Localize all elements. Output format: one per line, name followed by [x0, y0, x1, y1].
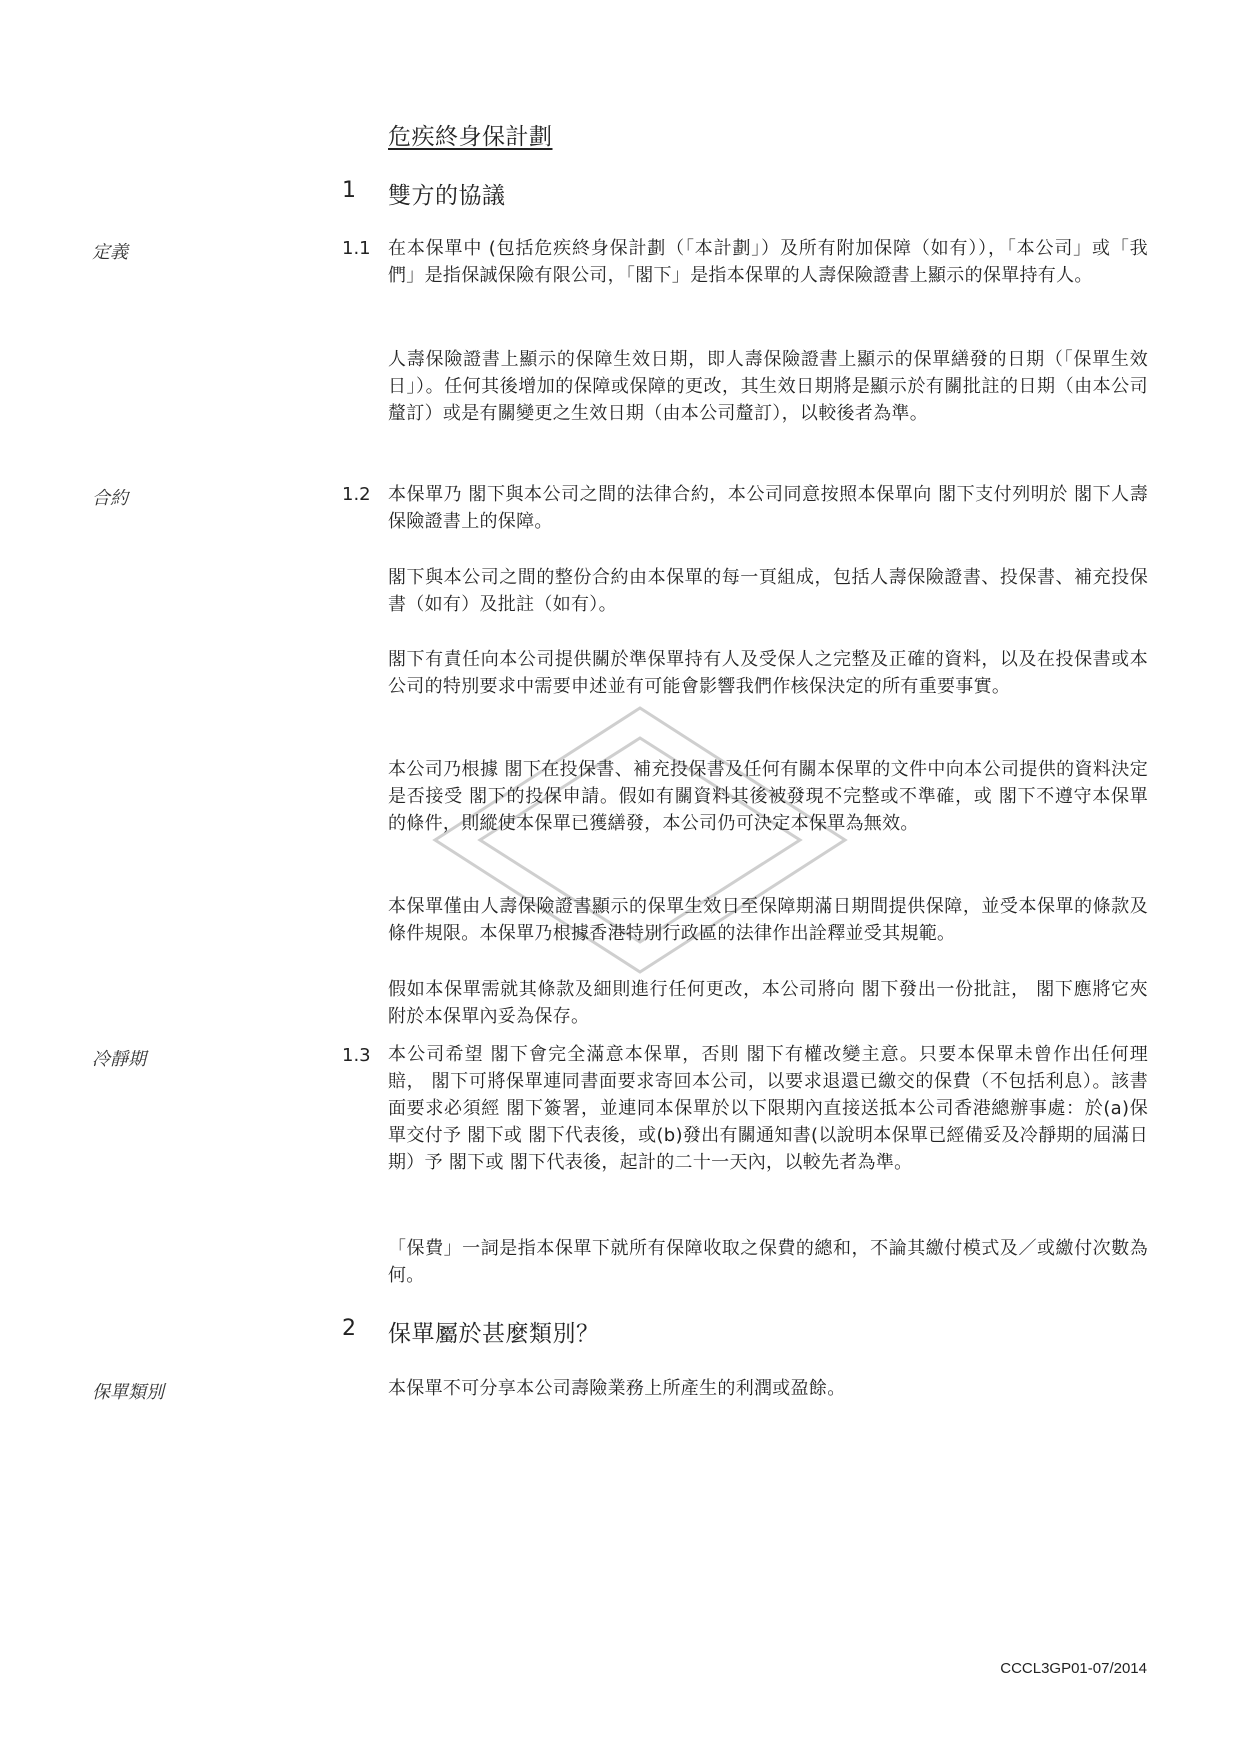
section-2-para-1: 本保單不可分享本公司壽險業務上所產生的利潤或盈餘。: [388, 1378, 846, 1399]
clause-1-1-para-1: 在本保單中 (包括危疾終身保計劃（「本計劃」）及所有附加保障（如有）），「本公司」或「我們」是指保誠保險有限公司，「閣下」是指本保單的人壽保險證書上顯示的保單持有人。: [388, 238, 1148, 286]
clause-1-2-para-6: 假如本保單需就其條款及細則進行任何更改，本公司將向 閣下發出一份批註， 閣下應將它夾附於本保單內妥為保存。: [388, 979, 1148, 1027]
margin-label-policy-type: 保單類別: [92, 1382, 164, 1403]
clause-1-1-number: 1.1: [342, 238, 371, 259]
clause-1-1-para-2: 人壽保險證書上顯示的保障生效日期，即人壽保險證書上顯示的保單繕發的日期（「保單生效日」）。任何其後增加的保障或保障的更改，其生效日期將是顯示於有關批註的日期（由本公司釐訂）或是有關變更之生效日期（由本公司釐訂），以較後者為準。: [388, 349, 1148, 424]
document-code-footer: CCCL3GP01-07/2014: [1000, 1660, 1147, 1677]
section-2-number: 2: [342, 1316, 356, 1341]
clause-1-3-para-2: 「保費」一詞是指本保單下就所有保障收取之保費的總和，不論其繳付模式及／或繳付次數為何。: [388, 1238, 1148, 1286]
clause-1-2-para-2: 閣下與本公司之間的整份合約由本保單的每一頁組成，包括人壽保險證書、投保書、補充投保書（如有）及批註（如有）。: [388, 567, 1148, 615]
clause-1-3-para-1: 本公司希望 閣下會完全滿意本保單，否則 閣下有權改變主意。只要本保單未曾作出任何理賠， 閣下可將保單連同書面要求寄回本公司，以要求退還已繳交的保費（不包括利息）。該書面要求必須經 閣下簽署，並連同本保單於以下限期內直接送抵本公司香港總辦事處：於(a)保單交付予 閣下或 閣下代表後，或(b)發出有關通知書(以說明本保單已經備妥及冷靜期的屆滿日期）予 閣下或 閣下代表後，起計的二十一天內，以較先者為準。: [388, 1044, 1148, 1173]
margin-label-definition: 定義: [92, 242, 128, 263]
clause-1-2-para-5: 本保單僅由人壽保險證書顯示的保單生效日至保障期滿日期間提供保障，並受本保單的條款及條件規限。本保單乃根據香港特別行政區的法律作出詮釋並受其規範。: [388, 896, 1148, 944]
clause-1-2-para-3: 閣下有責任向本公司提供關於準保單持有人及受保人之完整及正確的資料，以及在投保書或本公司的特別要求中需要申述並有可能會影響我們作核保決定的所有重要事實。: [388, 649, 1148, 697]
section-1-number: 1: [342, 178, 356, 203]
section-2-heading: 保單屬於甚麼類別？: [388, 1321, 600, 1347]
clause-1-2-para-4: 本公司乃根據 閣下在投保書、補充投保書及任何有關本保單的文件中向本公司提供的資料決定是否接受 閣下的投保申請。假如有關資料其後被發現不完整或不準確，或 閣下不遵守本保單的條件，則縱使本保單已獲繕發，本公司仍可決定本保單為無效。: [388, 759, 1148, 834]
document-title: 危疾終身保計劃: [388, 124, 553, 150]
section-1-heading: 雙方的協議: [388, 183, 506, 209]
clause-1-2-para-1: 本保單乃 閣下與本公司之間的法律合約，本公司同意按照本保單向 閣下支付列明於 閣下人壽保險證書上的保障。: [388, 484, 1148, 532]
margin-label-cooling-off: 冷靜期: [92, 1049, 146, 1070]
clause-1-2-number: 1.2: [342, 484, 371, 505]
clause-1-3-number: 1.3: [342, 1045, 371, 1066]
margin-label-contract: 合約: [92, 488, 128, 509]
